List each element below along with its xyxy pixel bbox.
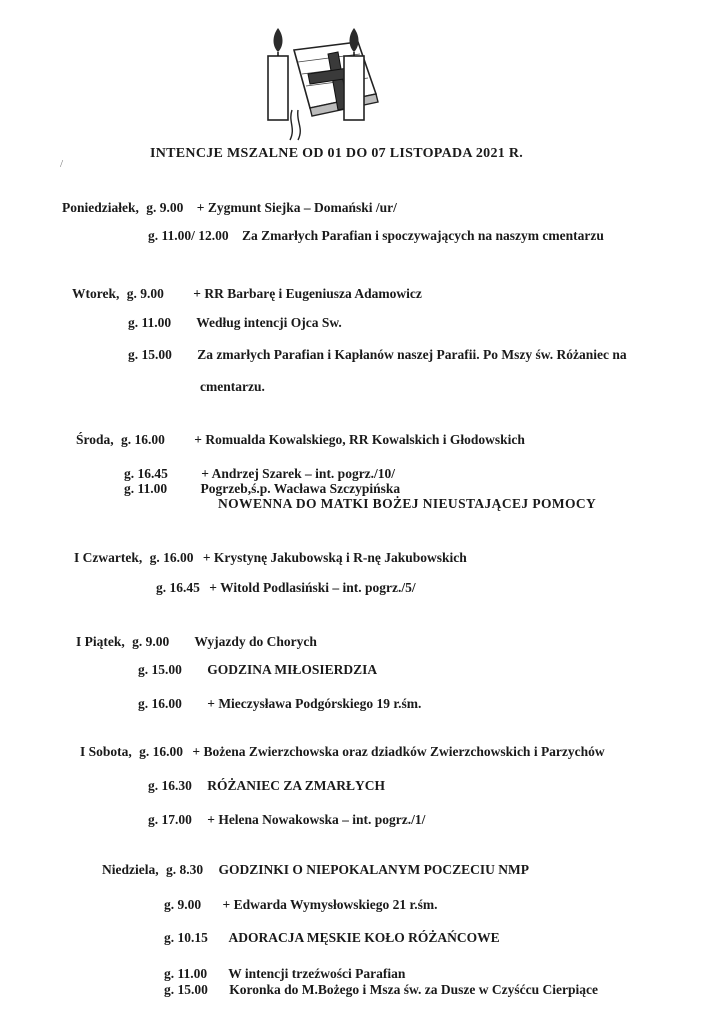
day-label-sunday: Niedziela,	[102, 862, 159, 877]
entry-text: Za Zmarłych Parafian i spoczywających na naszym cmentarzu	[242, 228, 604, 243]
tuesday-row-3	[128, 347, 627, 363]
monday-row-1	[62, 200, 397, 216]
entry-time: g. 16.45	[124, 466, 168, 481]
entry-text: Koronka do M.Bożego i Msza św. za Dusze w Czyśćcu Cierpiące	[229, 982, 598, 997]
entry-text: + Bożena Zwierzchowska oraz dziadków Zwierzchowskich i Parzychów	[192, 744, 605, 759]
entry-text: W intencji trzeźwości Parafian	[228, 966, 406, 981]
entry-text: + Edwarda Wymysłowskiego 21 r.śm.	[222, 897, 438, 912]
saturday-row-2	[148, 778, 385, 794]
entry-text: GODZINKI O NIEPOKALANYM POCZECIU NMP	[218, 862, 530, 877]
entry-time: g. 9.00	[132, 634, 170, 649]
day-label-monday: Poniedziałek,	[62, 200, 139, 215]
entry-time: g. 15.00	[164, 982, 208, 997]
wednesday-row-3	[124, 481, 400, 497]
day-label-thursday: I Czwartek,	[74, 550, 143, 565]
sunday-row-3	[164, 930, 500, 946]
entry-text: + RR Barbarę i Eugeniusza Adamowicz	[193, 286, 422, 301]
entry-text: RÓŻANIEC ZA ZMARŁYCH	[207, 778, 386, 793]
entry-time: g. 11.00	[128, 315, 172, 330]
ribbon-left	[290, 110, 292, 140]
day-label-saturday: I Sobota,	[80, 744, 132, 759]
friday-row-3	[138, 696, 421, 712]
entry-text: + Helena Nowakowska – int. pogrz./1/	[207, 812, 426, 827]
entry-text: + Witold Podlasiński – int. pogrz./5/	[209, 580, 416, 595]
entry-text: + Krystynę Jakubowską i R-nę Jakubowskich	[202, 550, 467, 565]
monday-row-2	[148, 228, 604, 244]
sunday-row-5	[164, 982, 598, 998]
right-candle-icon	[344, 28, 364, 120]
wednesday-row-2	[124, 466, 395, 482]
entry-text: + Andrzej Szarek – int. pogrz./10/	[201, 466, 396, 481]
entry-time: g. 8.30	[166, 862, 204, 877]
entry-time: g. 16.00	[139, 744, 184, 759]
entry-text: Według intencji Ojca Sw.	[196, 315, 342, 330]
sunday-row-4	[164, 966, 405, 982]
saturday-row-3	[148, 812, 425, 828]
entry-time: g. 16.00	[121, 432, 165, 447]
entry-time: g. 11.00/ 12.00	[148, 228, 229, 243]
entry-time: g. 15.00	[138, 662, 182, 677]
entry-time: g. 17.00	[148, 812, 192, 827]
entry-time: g. 9.00	[126, 286, 164, 301]
entry-time: g. 15.00	[128, 347, 172, 362]
entry-text: Wyjazdy do Chorych	[194, 634, 317, 649]
friday-row-1	[76, 634, 317, 650]
entry-time: g. 11.00	[164, 966, 208, 981]
tuesday-row-1	[72, 286, 422, 302]
entry-time: g. 16.00	[138, 696, 182, 711]
entry-time: g. 11.00	[124, 481, 168, 496]
left-candle-icon	[268, 28, 288, 120]
ribbon-right	[298, 110, 301, 140]
entry-time: g. 10.15	[164, 930, 208, 945]
entry-time: g. 9.00	[146, 200, 184, 215]
wednesday-row-1	[76, 432, 525, 448]
day-label-friday: I Piątek,	[76, 634, 125, 649]
candles-book-cross-illustration	[258, 22, 384, 148]
entry-time: g. 16.30	[148, 778, 192, 793]
wednesday-novena-note: NOWENNA DO MATKI BOŻEJ NIEUSTAJĄCEJ POMOCY	[218, 496, 597, 511]
thursday-row-2	[156, 580, 416, 596]
saturday-row-1	[80, 744, 605, 760]
entry-text: + Romualda Kowalskiego, RR Kowalskich i Głodowskich	[194, 432, 525, 447]
tuesday-row-2	[128, 315, 342, 331]
stray-mark: /	[60, 158, 64, 170]
entry-time: g. 9.00	[164, 897, 202, 912]
sunday-row-1	[102, 862, 529, 878]
day-label-wednesday: Środa,	[76, 432, 114, 447]
entry-time: g. 16.45	[156, 580, 200, 595]
entry-text: ADORACJA MĘSKIE KOŁO RÓŻAŃCOWE	[228, 930, 500, 945]
entry-time: g. 16.00	[149, 550, 194, 565]
thursday-row-1	[74, 550, 467, 566]
friday-row-2	[138, 662, 377, 678]
tuesday-continuation: cmentarzu.	[200, 379, 265, 394]
entry-text: + Zygmunt Siejka – Domański /ur/	[196, 200, 397, 215]
entry-text: Pogrzeb,ś.p. Wacława Szczypińska	[200, 481, 401, 496]
day-label-tuesday: Wtorek,	[72, 286, 120, 301]
entry-text: + Mieczysława Podgórskiego 19 r.śm.	[207, 696, 422, 711]
sunday-row-2	[164, 897, 437, 913]
entry-text: GODZINA MIŁOSIERDZIA	[207, 662, 378, 677]
entry-text: Za zmarłych Parafian i Kapłanów naszej Parafii. Po Mszy św. Różaniec na	[197, 347, 627, 362]
page-title: INTENCJE MSZALNE OD 01 DO 07 LISTOPADA 2021 R.	[150, 146, 524, 161]
